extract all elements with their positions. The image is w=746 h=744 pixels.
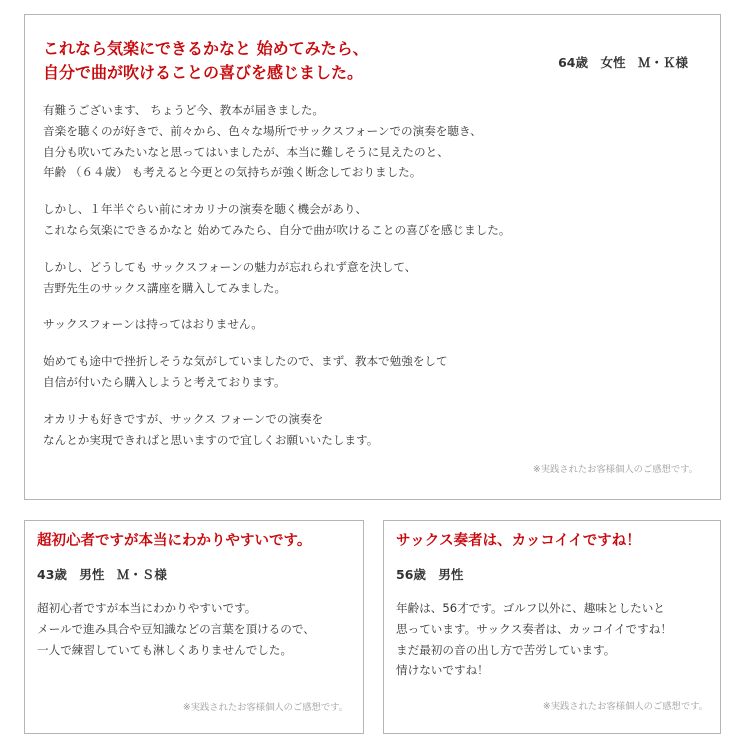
text-line: しかし、１年半ぐらい前にオカリナの演奏を聴く機会があり、 bbox=[43, 202, 368, 217]
testimonial-headline bbox=[43, 37, 463, 85]
paragraph bbox=[43, 199, 703, 241]
headline-line: 超初心者ですが本当にわかりやすいです。 bbox=[37, 533, 312, 549]
customer-info: 43歳 男性 Ｍ・Ｓ様 bbox=[37, 567, 167, 582]
paragraph bbox=[396, 598, 711, 681]
text-line: 有難うございます、 ちょうど今、教本が届きました。 bbox=[43, 103, 325, 117]
text-line: 年齢 （６４歳） も考えると今更との気持ちが強く断念しておりました。 bbox=[43, 165, 422, 180]
text-line: なんとか実現できればと思いますので宜しくお願いいたします。 bbox=[43, 432, 379, 447]
paragraph bbox=[37, 598, 352, 660]
testimonial-body bbox=[396, 598, 711, 697]
text-line: オカリナも好きですが、サックス フォーンでの演奏を bbox=[43, 411, 324, 426]
headline-line: 自分で曲が吹けることの喜びを感じました。 bbox=[43, 63, 364, 82]
testimonial-body bbox=[43, 100, 703, 466]
paragraph bbox=[43, 257, 703, 299]
text-line: サックスフォーンは持ってはおりません。 bbox=[43, 317, 263, 332]
text-line: 一人で練習していても淋しくありませんでした。 bbox=[37, 642, 293, 657]
text-line: メールで進み具合や豆知識などの言葉を頂けるので、 bbox=[37, 621, 315, 636]
text-line: 思っています。サックス奏者は、カッコイイですね！ bbox=[396, 621, 672, 636]
headline-line: これなら気楽にできるかなと 始めてみたら、 bbox=[43, 39, 369, 58]
headline-line: サックス奏者は、カッコイイですね！ bbox=[396, 533, 641, 549]
text-line: これなら気楽にできるかなと 始めてみたら、自分で曲が吹けることの喜びを感じました。 bbox=[43, 222, 511, 237]
text-line: 吉野先生のサックス講座を購入してみました。 bbox=[43, 280, 287, 295]
disclaimer-note: ※実践されたお客様個人のご感想です。 bbox=[532, 464, 698, 475]
testimonial-card bbox=[24, 520, 364, 734]
paragraph bbox=[43, 100, 703, 183]
paragraph bbox=[43, 314, 703, 335]
customer-info: 64歳 女性 Ｍ・Ｋ様 bbox=[558, 55, 688, 70]
text-line: 年齢は、56才です。ゴルフ以外に、趣味としたいと bbox=[396, 601, 665, 615]
disclaimer-note: ※実践されたお客様個人のご感想です。 bbox=[542, 701, 708, 712]
text-line: しかし、どうしても サックスフォーンの魅力が忘れられず意を決して、 bbox=[43, 259, 417, 274]
customer-info: 56歳 男性 bbox=[396, 567, 464, 582]
paragraph bbox=[43, 351, 703, 393]
testimonial-card bbox=[383, 520, 721, 734]
text-line: 自信が付いたら購入しようと考えております。 bbox=[43, 374, 286, 389]
text-line: 超初心者ですが本当にわかりやすいです。 bbox=[37, 601, 257, 615]
text-line: 情けないですね！ bbox=[396, 663, 489, 678]
disclaimer-note: ※実践されたお客様個人のご感想です。 bbox=[182, 702, 348, 713]
testimonial-body bbox=[37, 598, 352, 676]
text-line: 自分も吹いてみたいなと思ってはいましたが、本当に難しそうに見えたのと、 bbox=[43, 144, 449, 159]
text-line: 音楽を聴くのが好きで、前々から、色々な場所でサックスフォーンでの演奏を聴き、 bbox=[43, 123, 482, 138]
testimonial-headline bbox=[37, 529, 311, 553]
text-line: まだ最初の音の出し方で苦労しています。 bbox=[396, 642, 616, 657]
paragraph bbox=[43, 409, 703, 451]
testimonial-card bbox=[24, 14, 721, 500]
text-line: 始めても途中で挫折しそうな気がしていましたので、まず、教本で勉強をして bbox=[43, 354, 448, 369]
testimonial-headline bbox=[396, 529, 641, 553]
